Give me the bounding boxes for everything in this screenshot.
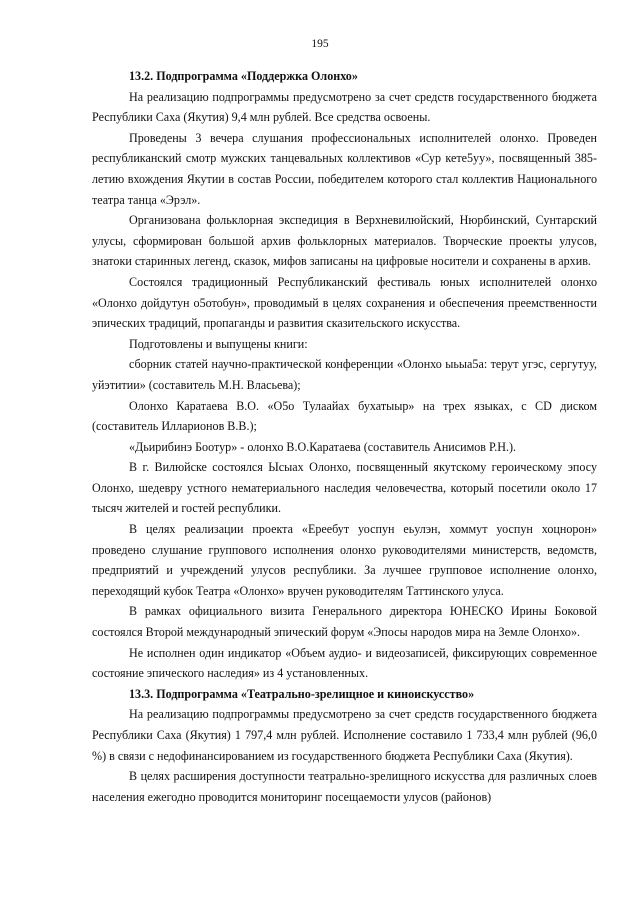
paragraph: В целях расширения доступности театрально-зрелищного искусства для различных слоев населения ежегодно проводится мониторинг посещаемости улусов (районов) <box>92 769 597 804</box>
paragraph: Организована фольклорная экспедиция в Верхневилюйский, Нюрбинский, Сунтарский улусы, сформирован большой архив фольклорных материалов. Творческие проекты улусов, знатоки старинных легенд, сказок, мифов записаны на цифровые носители и сохранены в архив. <box>92 213 597 269</box>
paragraph: На реализацию подпрограммы предусмотрено за счет средств государственного бюджета Республики Саха (Якутия) 9,4 млн рублей. Все средства освоены. <box>92 89 597 125</box>
page-number: 195 <box>311 38 329 50</box>
section-heading-13-2: 13.2. Подпрограмма «Поддержка Олонхо» <box>129 69 358 83</box>
paragraph: Не исполнен один индикатор «Объем аудио- и видеозаписей, фиксирующих современное состояние эпического наследия» из 4 установленных. <box>92 645 597 681</box>
section-heading-13-3: 13.3. Подпрограмма «Театрально-зрелищное и киноискусство» <box>129 686 475 701</box>
paragraph: Олонхо Каратаева В.О. «О5о Тулаайах бухатыыр» на трех языках, с CD диском (составитель Илларионов В.В.); <box>92 398 597 434</box>
paragraph: Состоялся традиционный Республиканский фестиваль юных исполнителей олонхо «Олонхо дойдутун о5отобун», проводимый в целях сохранения и обеспечения преемственности эпических традиций, пропаганды и развития сказительского искусства. <box>92 274 597 331</box>
document-body <box>92 66 597 807</box>
paragraph: Подготовлены и выпущены книги: <box>129 336 308 351</box>
paragraph: «Дьирибинэ Боотур» - олонхо В.О.Каратаева (составитель Анисимов Р.Н.). <box>129 439 517 454</box>
paragraph: В рамках официального визита Генерального директора ЮНЕСКО Ирины Боковой состоялся Второй международный эпический форум «Эпосы народов мира на Земле Олонхо». <box>92 604 597 640</box>
paragraph: В г. Вилюйске состоялся Ысыах Олонхо, посвященный якутскому героическому эпосу Олонхо, шедевру устного нематериального наследия человечества, который посетили около 17 тысяч жителей и гостей республики. <box>92 460 597 516</box>
paragraph: Проведены 3 вечера слушания профессиональных исполнителей олонхо. Проведен республиканский смотр мужских танцевальных коллективов «Сур кетe5уу», посвященный 385-летию вхождения Якутии в состав России, победителем которого стал коллектив Национального театра танца «Эрэл». <box>92 130 597 207</box>
paragraph: В целях реализации проекта «Ереебут уоспун еьулэн, хоммут уоспун хоцнорон» проведено слушание группового исполнения олонхо руководителями министерств, ведомств, предприятий и учреждений улусов республики. За лучшее групповое исполнение олонхо, переходящий кубок Театра «Олонхо» вручен руководителям Таттинского улуса. <box>92 522 597 598</box>
paragraph: На реализацию подпрограммы предусмотрено за счет средств государственного бюджета Республики Саха (Якутия) 1 797,4 млн рублей. Исполнение составило 1 733,4 млн рублей (96,0 %) в связи с недофинансированием из государственного бюджета Республики Саха (Якутия). <box>92 707 597 763</box>
paragraph: сборник статей научно-практической конференции «Олонхо ыьыа5а: терут угэс, сергутуу, уйэтитии» (составитель М.Н. Власьева); <box>92 357 597 392</box>
